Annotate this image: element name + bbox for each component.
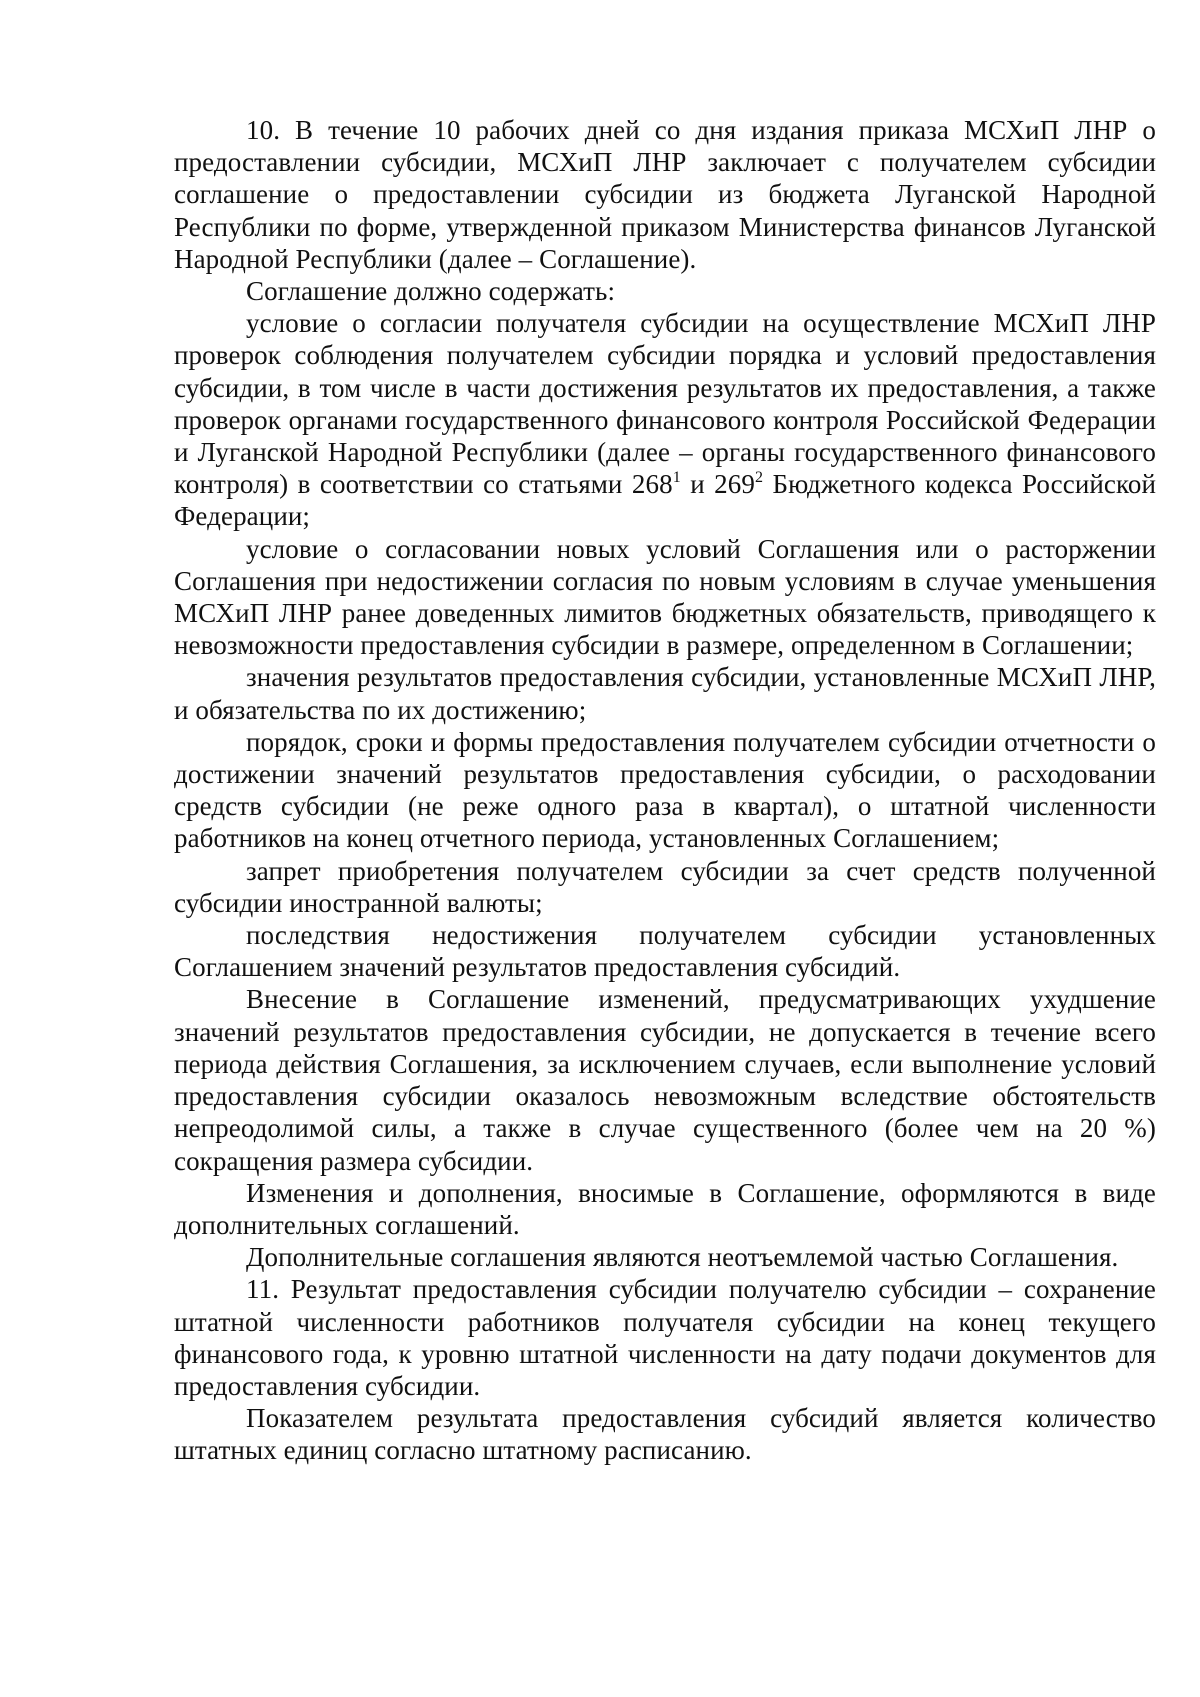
result-values-paragraph: значения результатов предоставления субсидии, установленные МСХиП ЛНР, и обязательства по их достижению;: [174, 662, 1156, 725]
paragraph-10: 10. В течение 10 рабочих дней со дня издания приказа МСХиП ЛНР о предоставлении субсидии, МСХиП ЛНР заключает с получателем субсидии соглашение о предоставлении субсидии из бюджета Луганской Народной Республики по форме, утвержденной приказом Министерства финансов Луганской Народной Республики (далее – Соглашение).: [174, 115, 1156, 274]
currency-ban-paragraph: запрет приобретения получателем субсидии за счет средств полученной субсидии иностранной валюты;: [174, 855, 1156, 918]
supplementary-agreements-paragraph: Изменения и дополнения, вносимые в Соглашение, оформляются в виде дополнительных соглашений.: [174, 1177, 1156, 1240]
result-indicator-paragraph: Показателем результата предоставления субсидий является количество штатных единиц согласно штатному расписанию.: [174, 1403, 1156, 1466]
paragraph-11: 11. Результат предоставления субсидии получателю субсидии – сохранение штатной численности работников получателя субсидии на конец текущего финансового года, к уровню штатной численности на дату подачи документов для предоставления субсидии.: [174, 1274, 1156, 1401]
footnote-mark-268: 1: [672, 469, 681, 487]
audit-consent-paragraph: [174, 307, 1156, 532]
reporting-paragraph: порядок, сроки и формы предоставления получателем субсидии отчетности о достижении значений результатов предоставления субсидии, о расходовании средств субсидии (не реже одного раза в квартал), о штатной численности работников на конец отчетного периода, установленных Соглашением;: [174, 726, 1156, 854]
audit-text-middle: и 269: [680, 469, 755, 500]
amendments-restriction-paragraph: Внесение в Соглашение изменений, предусматривающих ухудшение значений результатов предоставления субсидии, не допускается в течение всего периода действия Соглашения, за исключением случаев, если выполнение условий предоставления субсидии оказалось невозможным вследствие обстоятельств непреодолимой силы, а также в случае существенного (более чем на 20 %) сокращения размера субсидии.: [174, 984, 1156, 1176]
footnote-mark-269: 2: [754, 469, 764, 487]
audit-text-before: условие о согласии получателя субсидии на осуществление МСХиП ЛНР проверок соблюдения получателем субсидии порядка и условий предоставления субсидии, в том числе в части достижения результатов их предоставления, а также проверок органами государственного финансового контроля Российской Федерации и Луганской Народной Республики (далее – органы государственного финансового контроля) в соответствии со статьями 268: [174, 308, 1156, 500]
audit-text-after: Бюджетного кодекса Российской Федерации;: [174, 469, 1156, 532]
agreement-contents-intro: Соглашение должно содержать:: [246, 276, 616, 307]
renegotiation-condition-paragraph: условие о согласовании новых условий Соглашения или о расторжении Соглашения при недостижении согласия по новым условиям в случае уменьшения МСХиП ЛНР ранее доведенных лимитов бюджетных обязательств, приводящего к невозможности предоставления субсидии в размере, определенном в Соглашении;: [174, 533, 1156, 661]
document-page: [174, 114, 1156, 1467]
integral-part-paragraph: Дополнительные соглашения являются неотъемлемой частью Соглашения.: [246, 1242, 1119, 1273]
consequences-paragraph: последствия недостижения получателем субсидии установленных Соглашением значений результатов предоставления субсидий.: [174, 920, 1156, 983]
